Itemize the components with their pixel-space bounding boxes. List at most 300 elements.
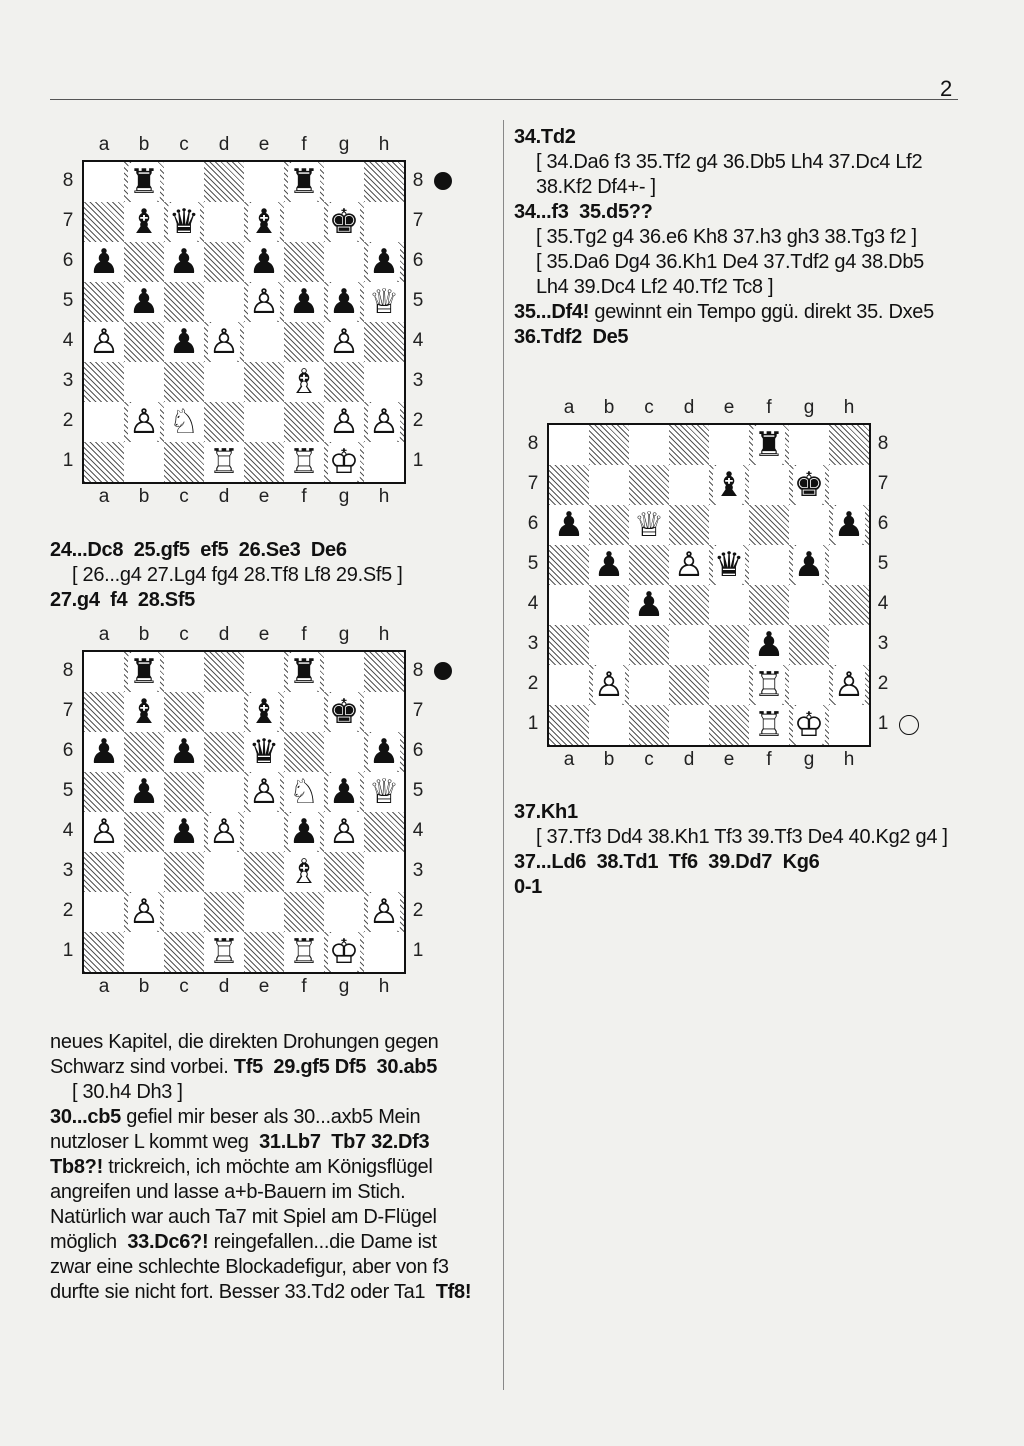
white-rook-icon: ♖ <box>288 932 320 972</box>
move: 30.ab5 <box>376 1056 438 1078</box>
rank-label-left: 5 <box>62 290 74 311</box>
square-f4 <box>749 585 789 625</box>
square-g2 <box>324 892 364 932</box>
square-h4 <box>364 812 404 852</box>
square-a1 <box>549 705 589 745</box>
square-d1 <box>204 442 244 482</box>
chess-diagram-3 <box>507 397 947 777</box>
rank-label-right: 1 <box>877 713 889 734</box>
square-a2 <box>549 665 589 705</box>
file-label-top: e <box>258 624 270 645</box>
square-g7 <box>324 202 364 242</box>
black-pawn-icon: ♟ <box>168 242 200 282</box>
square-c1 <box>164 932 204 972</box>
rank-label-left: 6 <box>62 740 74 761</box>
square-g2 <box>789 665 829 705</box>
square-c5 <box>629 545 669 585</box>
square-h8 <box>364 162 404 202</box>
black-pawn-icon: ♟ <box>88 242 120 282</box>
rank-label-right: 2 <box>877 673 889 694</box>
mainline-3 <box>514 125 954 150</box>
square-b4 <box>589 585 629 625</box>
move: 28.Sf5 <box>137 589 196 611</box>
square-e4 <box>709 585 749 625</box>
chess-diagram-1 <box>42 134 482 514</box>
rank-label-left: 2 <box>527 673 539 694</box>
square-d7 <box>204 202 244 242</box>
square-g6 <box>324 732 364 772</box>
square-b6 <box>124 732 164 772</box>
black-pawn-icon: ♟ <box>633 585 665 625</box>
rank-label-left: 3 <box>62 860 74 881</box>
file-label-top: f <box>766 397 772 418</box>
rank-label-right: 4 <box>412 820 424 841</box>
black-pawn-icon: ♟ <box>128 282 160 322</box>
move: 35.d5?? <box>579 201 653 223</box>
square-a6 <box>549 505 589 545</box>
move: 29.gf5 <box>273 1056 330 1078</box>
black-to-move-icon <box>434 662 452 680</box>
square-d3 <box>669 625 709 665</box>
square-a7 <box>549 465 589 505</box>
square-a1 <box>84 932 124 972</box>
file-label-top: h <box>378 624 390 645</box>
rank-label-left: 1 <box>527 713 539 734</box>
square-f8 <box>284 162 324 202</box>
file-label-top: g <box>338 624 350 645</box>
white-pawn-icon: ♙ <box>88 322 120 362</box>
black-pawn-icon: ♟ <box>328 772 360 812</box>
mainline-5 <box>514 300 954 350</box>
square-d7 <box>204 692 244 732</box>
square-b4 <box>124 812 164 852</box>
square-f6 <box>749 505 789 545</box>
square-g7 <box>324 692 364 732</box>
white-pawn-icon: ♙ <box>328 812 360 852</box>
square-g8 <box>789 425 829 465</box>
file-label-top: a <box>98 624 110 645</box>
square-e8 <box>244 162 284 202</box>
black-king-icon: ♚ <box>328 202 360 242</box>
variation-3: [ 34.Da6 f3 35.Tf2 g4 36.Db5 Lh4 37.Dc4 Lf2 38.Kf2 Df4+- ] <box>536 151 923 198</box>
black-king-icon: ♚ <box>328 692 360 732</box>
black-rook-icon: ♜ <box>288 162 320 202</box>
move: 37...Ld6 <box>514 851 587 873</box>
move: 24...Dc8 <box>50 539 124 561</box>
black-pawn-icon: ♟ <box>553 505 585 545</box>
square-a8 <box>84 652 124 692</box>
file-label-bottom: h <box>378 486 390 507</box>
game-result <box>514 875 954 900</box>
square-d1 <box>669 705 709 745</box>
rank-label-right: 2 <box>412 410 424 431</box>
rank-label-left: 5 <box>62 780 74 801</box>
rank-label-right: 1 <box>412 940 424 961</box>
move: 32.Df3 <box>371 1131 430 1153</box>
square-a8 <box>84 162 124 202</box>
square-b6 <box>124 242 164 282</box>
move: 25.gf5 <box>133 539 190 561</box>
file-label-top: e <box>258 134 270 155</box>
square-g5 <box>324 772 364 812</box>
square-e4 <box>244 322 284 362</box>
header-rule <box>50 99 958 100</box>
square-b2 <box>124 892 164 932</box>
square-e8 <box>709 425 749 465</box>
comment: reingefallen...die Dame ist zwar eine schlechte Blockadefigur, aber von f3 durfte sie nicht fort. Besser 33.Td2 oder Ta1 <box>50 1231 449 1303</box>
square-f8 <box>284 652 324 692</box>
rank-label-right: 4 <box>877 593 889 614</box>
square-c7 <box>164 692 204 732</box>
square-g8 <box>324 652 364 692</box>
square-a3 <box>84 852 124 892</box>
rank-label-right: 1 <box>412 450 424 471</box>
square-a6 <box>84 242 124 282</box>
square-f7 <box>284 202 324 242</box>
square-f5 <box>284 282 324 322</box>
square-h1 <box>829 705 869 745</box>
square-f2 <box>284 402 324 442</box>
square-g1 <box>324 442 364 482</box>
square-c7 <box>164 202 204 242</box>
square-h7 <box>364 692 404 732</box>
square-g4 <box>789 585 829 625</box>
move: 39.Dd7 <box>708 851 773 873</box>
file-label-bottom: b <box>138 486 150 507</box>
file-label-top: d <box>218 134 230 155</box>
white-pawn-icon: ♙ <box>248 772 280 812</box>
square-g5 <box>789 545 829 585</box>
mainline-1 <box>50 538 490 563</box>
black-pawn-icon: ♟ <box>168 732 200 772</box>
variation-2: [ 30.h4 Dh3 ] <box>72 1081 183 1103</box>
square-e5 <box>244 282 284 322</box>
black-to-move-icon <box>434 172 452 190</box>
mainline-7 <box>514 850 954 875</box>
white-bishop-icon: ♗ <box>288 852 320 892</box>
square-c3 <box>164 362 204 402</box>
square-b7 <box>124 202 164 242</box>
square-h6 <box>364 732 404 772</box>
square-g3 <box>789 625 829 665</box>
square-d5 <box>204 772 244 812</box>
white-rook-icon: ♖ <box>753 665 785 705</box>
move: 38.Td1 <box>596 851 659 873</box>
square-h2 <box>829 665 869 705</box>
square-h3 <box>364 852 404 892</box>
move: Tf5 <box>233 1056 263 1078</box>
square-g8 <box>324 162 364 202</box>
rank-label-left: 4 <box>62 330 74 351</box>
square-b8 <box>124 652 164 692</box>
file-label-top: h <box>378 134 390 155</box>
move: 27.g4 <box>50 589 100 611</box>
rank-label-right: 3 <box>877 633 889 654</box>
rank-label-right: 5 <box>412 780 424 801</box>
square-a5 <box>549 545 589 585</box>
black-rook-icon: ♜ <box>753 425 785 465</box>
square-e7 <box>709 465 749 505</box>
square-f4 <box>284 812 324 852</box>
square-h5 <box>364 282 404 322</box>
file-label-bottom: f <box>301 486 307 507</box>
file-label-top: b <box>138 134 150 155</box>
square-c4 <box>629 585 669 625</box>
square-b5 <box>124 772 164 812</box>
square-f1 <box>284 442 324 482</box>
square-h6 <box>829 505 869 545</box>
move: 34.Td2 <box>514 126 576 148</box>
square-h7 <box>364 202 404 242</box>
square-b1 <box>124 442 164 482</box>
square-d3 <box>204 362 244 402</box>
rank-label-left: 1 <box>62 450 74 471</box>
square-h3 <box>364 362 404 402</box>
black-pawn-icon: ♟ <box>168 322 200 362</box>
rank-label-left: 1 <box>62 940 74 961</box>
square-a5 <box>84 772 124 812</box>
square-b3 <box>124 852 164 892</box>
result: 0-1 <box>514 876 543 898</box>
commentary-paragraph <box>50 1030 482 1080</box>
move: Df5 <box>334 1056 367 1078</box>
square-d2 <box>204 402 244 442</box>
square-e5 <box>709 545 749 585</box>
black-pawn-icon: ♟ <box>168 812 200 852</box>
file-label-bottom: d <box>218 976 230 997</box>
square-f1 <box>284 932 324 972</box>
white-queen-icon: ♕ <box>368 772 400 812</box>
chessboard <box>547 423 871 747</box>
square-f3 <box>749 625 789 665</box>
rank-label-right: 4 <box>412 330 424 351</box>
commentary-paragraph-2 <box>50 1105 482 1305</box>
file-label-bottom: b <box>138 976 150 997</box>
rank-label-right: 3 <box>412 860 424 881</box>
square-d3 <box>204 852 244 892</box>
square-c2 <box>164 402 204 442</box>
black-rook-icon: ♜ <box>128 162 160 202</box>
square-e3 <box>709 625 749 665</box>
white-pawn-icon: ♙ <box>833 665 865 705</box>
rank-label-left: 6 <box>62 250 74 271</box>
file-label-top: f <box>301 134 307 155</box>
white-pawn-icon: ♙ <box>128 892 160 932</box>
square-e2 <box>244 402 284 442</box>
white-rook-icon: ♖ <box>753 705 785 745</box>
square-d4 <box>669 585 709 625</box>
square-f2 <box>284 892 324 932</box>
white-pawn-icon: ♙ <box>368 402 400 442</box>
rank-label-left: 3 <box>62 370 74 391</box>
square-f6 <box>284 242 324 282</box>
rank-label-left: 8 <box>62 170 74 191</box>
file-label-top: d <box>683 397 695 418</box>
mainline-4 <box>514 200 954 225</box>
square-g6 <box>789 505 829 545</box>
square-h1 <box>364 932 404 972</box>
variation-5: [ 35.Da6 Dg4 36.Kh1 De4 37.Tdf2 g4 38.Db5 Lh4 39.Dc4 Lf2 40.Tf2 Tc8 ] <box>536 251 924 298</box>
move: 35...Df4! <box>514 301 590 323</box>
square-b5 <box>589 545 629 585</box>
move: 36.Tdf2 <box>514 326 582 348</box>
rank-label-left: 7 <box>62 210 74 231</box>
rank-label-right: 8 <box>877 433 889 454</box>
move: f4 <box>110 589 128 611</box>
square-c8 <box>164 162 204 202</box>
black-queen-icon: ♛ <box>168 202 200 242</box>
black-pawn-icon: ♟ <box>88 732 120 772</box>
square-f6 <box>284 732 324 772</box>
square-a7 <box>84 692 124 732</box>
square-e1 <box>709 705 749 745</box>
rank-label-right: 2 <box>412 900 424 921</box>
white-pawn-icon: ♙ <box>368 892 400 932</box>
square-c8 <box>164 652 204 692</box>
white-pawn-icon: ♙ <box>208 322 240 362</box>
square-e4 <box>244 812 284 852</box>
square-e2 <box>709 665 749 705</box>
rank-label-left: 5 <box>527 553 539 574</box>
variation-6: [ 37.Tf3 Dd4 38.Kh1 Tf3 39.Tf3 De4 40.Kg2 g4 ] <box>536 826 948 848</box>
square-d2 <box>204 892 244 932</box>
page-number: 2 <box>940 76 953 101</box>
file-label-bottom: a <box>98 486 110 507</box>
square-a2 <box>84 892 124 932</box>
file-label-bottom: g <box>338 976 350 997</box>
move: Tf8! <box>435 1281 472 1303</box>
black-pawn-icon: ♟ <box>833 505 865 545</box>
square-e8 <box>244 652 284 692</box>
square-a5 <box>84 282 124 322</box>
square-d5 <box>204 282 244 322</box>
square-b7 <box>124 692 164 732</box>
square-h4 <box>364 322 404 362</box>
square-f3 <box>284 362 324 402</box>
square-g1 <box>324 932 364 972</box>
white-king-icon: ♔ <box>793 705 825 745</box>
rank-label-left: 6 <box>527 513 539 534</box>
square-e5 <box>244 772 284 812</box>
square-f7 <box>749 465 789 505</box>
white-pawn-icon: ♙ <box>673 545 705 585</box>
file-label-bottom: d <box>683 749 695 770</box>
file-label-top: g <box>338 134 350 155</box>
rank-label-right: 8 <box>412 660 424 681</box>
black-pawn-icon: ♟ <box>368 732 400 772</box>
black-king-icon: ♚ <box>793 465 825 505</box>
file-label-top: b <box>138 624 150 645</box>
file-label-bottom: a <box>563 749 575 770</box>
move: Tf6 <box>668 851 698 873</box>
white-pawn-icon: ♙ <box>128 402 160 442</box>
rank-label-right: 5 <box>412 290 424 311</box>
square-b3 <box>124 362 164 402</box>
file-label-bottom: e <box>258 976 270 997</box>
square-h5 <box>829 545 869 585</box>
file-label-bottom: g <box>803 749 815 770</box>
square-h3 <box>829 625 869 665</box>
black-rook-icon: ♜ <box>288 652 320 692</box>
square-d7 <box>669 465 709 505</box>
square-h2 <box>364 402 404 442</box>
move: ef5 <box>200 539 229 561</box>
mainline-6 <box>514 800 954 825</box>
square-d1 <box>204 932 244 972</box>
white-knight-icon: ♘ <box>168 402 200 442</box>
square-b6 <box>589 505 629 545</box>
square-g7 <box>789 465 829 505</box>
square-a7 <box>84 202 124 242</box>
file-label-bottom: h <box>843 749 855 770</box>
square-c2 <box>164 892 204 932</box>
square-c3 <box>629 625 669 665</box>
square-c1 <box>164 442 204 482</box>
black-bishop-icon: ♝ <box>248 692 280 732</box>
file-label-top: a <box>563 397 575 418</box>
square-a3 <box>84 362 124 402</box>
file-label-bottom: e <box>258 486 270 507</box>
square-g5 <box>324 282 364 322</box>
variation-1: [ 26...g4 27.Lg4 fg4 28.Tf8 Lf8 29.Sf5 ] <box>72 564 403 586</box>
rank-label-left: 2 <box>62 410 74 431</box>
black-pawn-icon: ♟ <box>288 812 320 852</box>
square-d8 <box>204 652 244 692</box>
square-c5 <box>164 772 204 812</box>
square-f8 <box>749 425 789 465</box>
chess-diagram-2 <box>42 624 482 1004</box>
square-d4 <box>204 812 244 852</box>
square-e2 <box>244 892 284 932</box>
move: 26.Se3 <box>238 539 301 561</box>
square-f3 <box>284 852 324 892</box>
square-f5 <box>284 772 324 812</box>
square-c8 <box>629 425 669 465</box>
file-label-top: c <box>644 397 654 418</box>
white-knight-icon: ♘ <box>288 772 320 812</box>
square-e6 <box>709 505 749 545</box>
file-label-bottom: e <box>723 749 735 770</box>
white-queen-icon: ♕ <box>368 282 400 322</box>
black-bishop-icon: ♝ <box>128 202 160 242</box>
white-queen-icon: ♕ <box>633 505 665 545</box>
square-f2 <box>749 665 789 705</box>
white-bishop-icon: ♗ <box>288 362 320 402</box>
file-label-top: b <box>603 397 615 418</box>
rank-label-left: 3 <box>527 633 539 654</box>
square-h1 <box>364 442 404 482</box>
square-c3 <box>164 852 204 892</box>
rank-label-left: 8 <box>527 433 539 454</box>
square-b8 <box>589 425 629 465</box>
square-g4 <box>324 322 364 362</box>
file-label-bottom: c <box>179 486 189 507</box>
move: Tb7 <box>331 1131 366 1153</box>
comment: trickreich, ich möchte am Königsflügel angreifen und lasse a+b-Bauern im Stich. Natürlich war auch Ta7 mit Spiel am D-Flügel möglich <box>50 1156 437 1253</box>
white-pawn-icon: ♙ <box>248 282 280 322</box>
square-c4 <box>164 322 204 362</box>
square-a4 <box>84 322 124 362</box>
square-f7 <box>284 692 324 732</box>
rank-label-left: 4 <box>527 593 539 614</box>
white-pawn-icon: ♙ <box>88 812 120 852</box>
white-to-move-icon <box>899 715 919 735</box>
rank-label-left: 4 <box>62 820 74 841</box>
square-d6 <box>204 732 244 772</box>
white-pawn-icon: ♙ <box>328 322 360 362</box>
rank-label-right: 5 <box>877 553 889 574</box>
file-label-bottom: b <box>603 749 615 770</box>
